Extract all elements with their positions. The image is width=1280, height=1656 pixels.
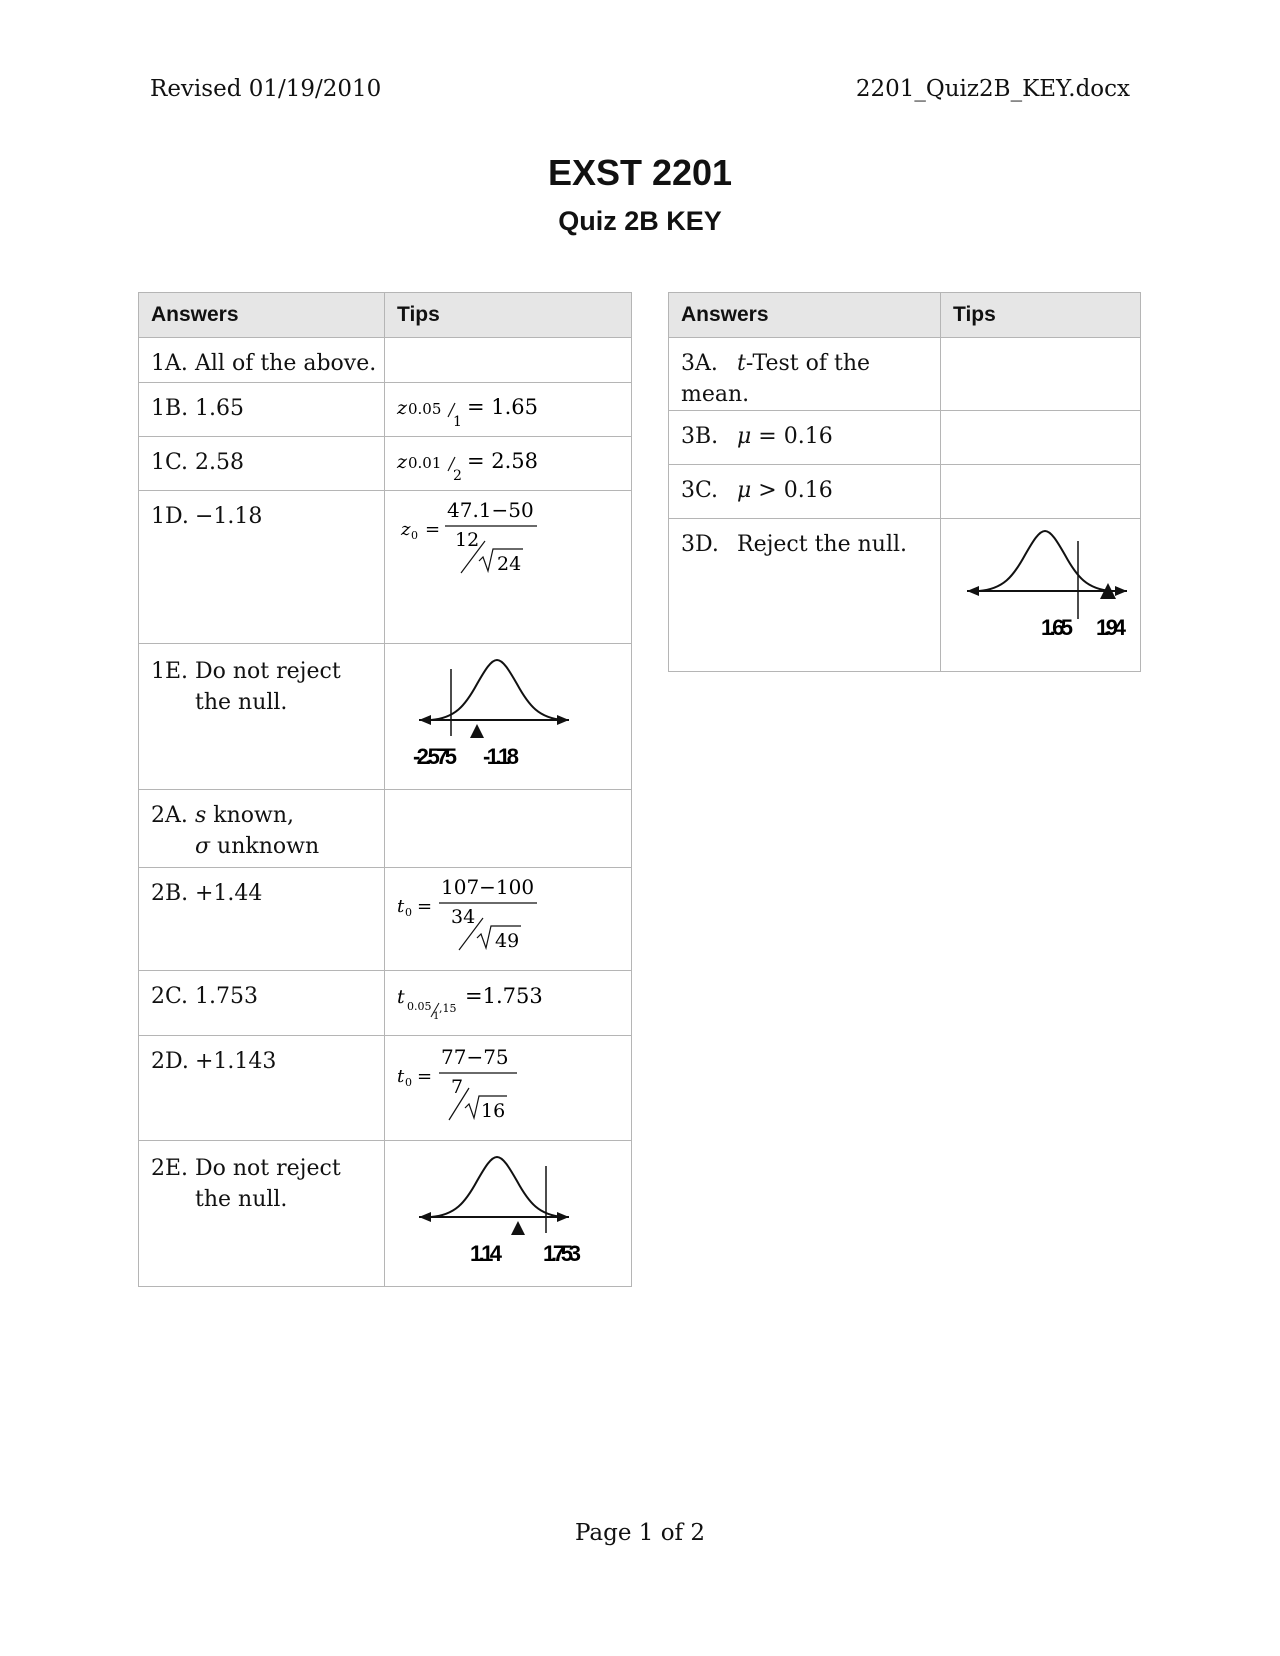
tip-cell [385,338,632,383]
question-number: 1D. [151,504,189,529]
table-row [669,519,1141,672]
critical-value-label: 1.753 [543,1241,581,1266]
formula-result: =1.753 [465,984,543,1008]
formula-denominator: 1 [433,1011,440,1022]
question-number: 2A. [151,803,188,828]
course-title: EXST 2201 [547,152,733,193]
tip-cell [385,971,632,1036]
table-row [139,1036,632,1141]
answer-variable: t [737,351,746,376]
tip-cell [385,437,632,491]
tip-cell [385,1036,632,1141]
answer-text: 1.65 [195,396,244,421]
tip-cell [941,519,1141,672]
answer-variable: μ [737,478,752,503]
answer-key-table-left [138,292,632,1287]
quiz-title: Quiz 2B KEY [558,206,722,236]
tip-cell [385,790,632,868]
test-statistic-label: 1.94 [1096,615,1126,640]
formula-subscript: 0.05 [408,400,442,418]
axis-arrow-right [1115,586,1127,596]
formula-variable: z [397,397,408,419]
answer-text: -Test of the mean. [681,351,871,407]
question-number: 2B. [151,881,189,906]
question-number: 1C. [151,450,189,475]
column-header-answers: Answers [139,293,385,338]
answer-cell [669,338,941,411]
answer-cell [139,971,385,1036]
critical-value-label: 1.65 [1041,615,1073,640]
equals-sign: = [425,519,441,540]
test-statistic-formula [385,868,630,968]
answer-text: −1.18 [195,504,263,529]
answer-cell [139,644,385,790]
answer-text: = 0.16 [751,424,833,449]
table-row [139,437,632,491]
normal-curve-diagram [385,1141,630,1281]
inner-numerator: 12 [455,529,480,551]
answer-text-continued: the null. [195,1187,288,1212]
answer-cell [669,411,941,465]
tip-cell [385,644,632,790]
table-row [669,338,1141,411]
critical-value-label: -2.575 [413,744,457,769]
formula-subscript: 0 [405,906,412,919]
formula-result: = 2.58 [467,449,539,473]
answer-text: known, [213,803,295,828]
answer-text: 2.58 [195,450,244,475]
answer-variable: s [195,803,207,828]
column-header-answers: Answers [669,293,941,338]
header-filename: 2201_Quiz2B_KEY.docx [855,76,1130,102]
tip-cell [385,491,632,644]
table-row [139,383,632,437]
normal-curve-diagram [385,644,630,784]
test-statistic-marker [470,724,484,738]
formula-subscript: 0.01 [408,454,442,472]
critical-z-formula [385,437,630,489]
formula-variable: z [397,451,408,473]
formula-subscript: 0.05 [407,1000,432,1013]
critical-t-formula [385,971,630,1031]
normal-curve-diagram [941,519,1139,667]
bell-curve [431,1157,563,1217]
formula-denominator: 1 [453,414,462,430]
tip-cell [385,383,632,437]
formula-subscript: 0 [411,529,418,542]
column-header-tips: Tips [941,293,1141,338]
answer-text: Reject the null. [737,532,908,557]
test-statistic-label: 1.14 [470,1241,502,1266]
tip-cell [941,411,1141,465]
column-header-tips: Tips [385,293,632,338]
formula-numerator: 77−75 [441,1045,509,1069]
formula-variable: z [401,519,411,540]
answer-text: 1.753 [195,984,258,1009]
answer-cell [139,868,385,971]
tip-cell [941,465,1141,519]
page-number: Page 1 of 2 [574,1520,706,1546]
equals-sign: = [417,1066,433,1087]
table-row [669,411,1141,465]
answer-text: +1.143 [195,1049,277,1074]
answer-cell [139,1036,385,1141]
table-row [139,644,632,790]
answer-cell [139,1141,385,1287]
answer-key-table-right [668,292,1141,672]
answer-cell [139,790,385,868]
critical-z-formula [385,383,630,435]
formula-variable: t [397,986,405,1008]
question-number: 3A. [681,351,718,376]
formula-variable: t [397,1066,405,1087]
tip-cell [941,338,1141,411]
answer-cell [139,383,385,437]
question-number: 2C. [151,984,189,1009]
tip-cell [385,868,632,971]
formula-numerator: 47.1−50 [447,498,534,522]
table-row [139,790,632,868]
table-row [139,1141,632,1287]
formula-subscript: 0 [405,1076,412,1089]
degrees-of-freedom: ,15 [439,1002,457,1015]
table-row [669,465,1141,519]
answer-text: Do not reject [195,659,341,684]
answer-cell [139,491,385,644]
answer-cell [139,338,385,383]
inner-numerator: 7 [451,1076,464,1098]
question-number: 1B. [151,396,189,421]
table-row [139,868,632,971]
answer-cell [669,519,941,672]
answer-text: All of the above. [195,351,377,376]
question-number: 3D. [681,532,719,557]
table-row [139,338,632,383]
formula-variable: t [397,896,405,917]
tip-cell [385,1141,632,1287]
inner-numerator: 34 [451,906,476,928]
header-revised-date: Revised 01/19/2010 [150,76,382,102]
question-number: 3B. [681,424,719,449]
test-statistic-formula [385,491,630,591]
answer-cell [669,465,941,519]
table-row [139,491,632,644]
sqrt-value: 24 [497,553,522,575]
formula-result: = 1.65 [467,395,539,419]
test-statistic-label: -1.18 [483,744,519,769]
test-statistic-formula [385,1036,630,1136]
answer-text-continued: the null. [195,690,288,715]
axis-arrow-left [967,586,979,596]
answer-sigma: σ [195,834,211,859]
answer-cell [139,437,385,491]
table-row [139,971,632,1036]
test-statistic-marker [511,1221,525,1235]
answer-text: +1.44 [195,881,263,906]
bell-curve [979,531,1111,591]
equals-sign: = [417,896,433,917]
formula-numerator: 107−100 [441,875,535,899]
answer-variable: μ [737,424,752,449]
axis-arrow-left [419,715,431,725]
question-number: 1A. [151,351,188,376]
answer-text: > 0.16 [751,478,833,503]
answer-text: Do not reject [195,1156,341,1181]
question-number: 2E. [151,1156,189,1181]
question-number: 3C. [681,478,719,503]
axis-arrow-left [419,1212,431,1222]
answer-text-continued: unknown [217,834,320,859]
question-number: 2D. [151,1049,189,1074]
sqrt-value: 49 [495,930,520,952]
formula-denominator: 2 [453,468,462,484]
sqrt-value: 16 [481,1100,506,1122]
question-number: 1E. [151,659,189,684]
